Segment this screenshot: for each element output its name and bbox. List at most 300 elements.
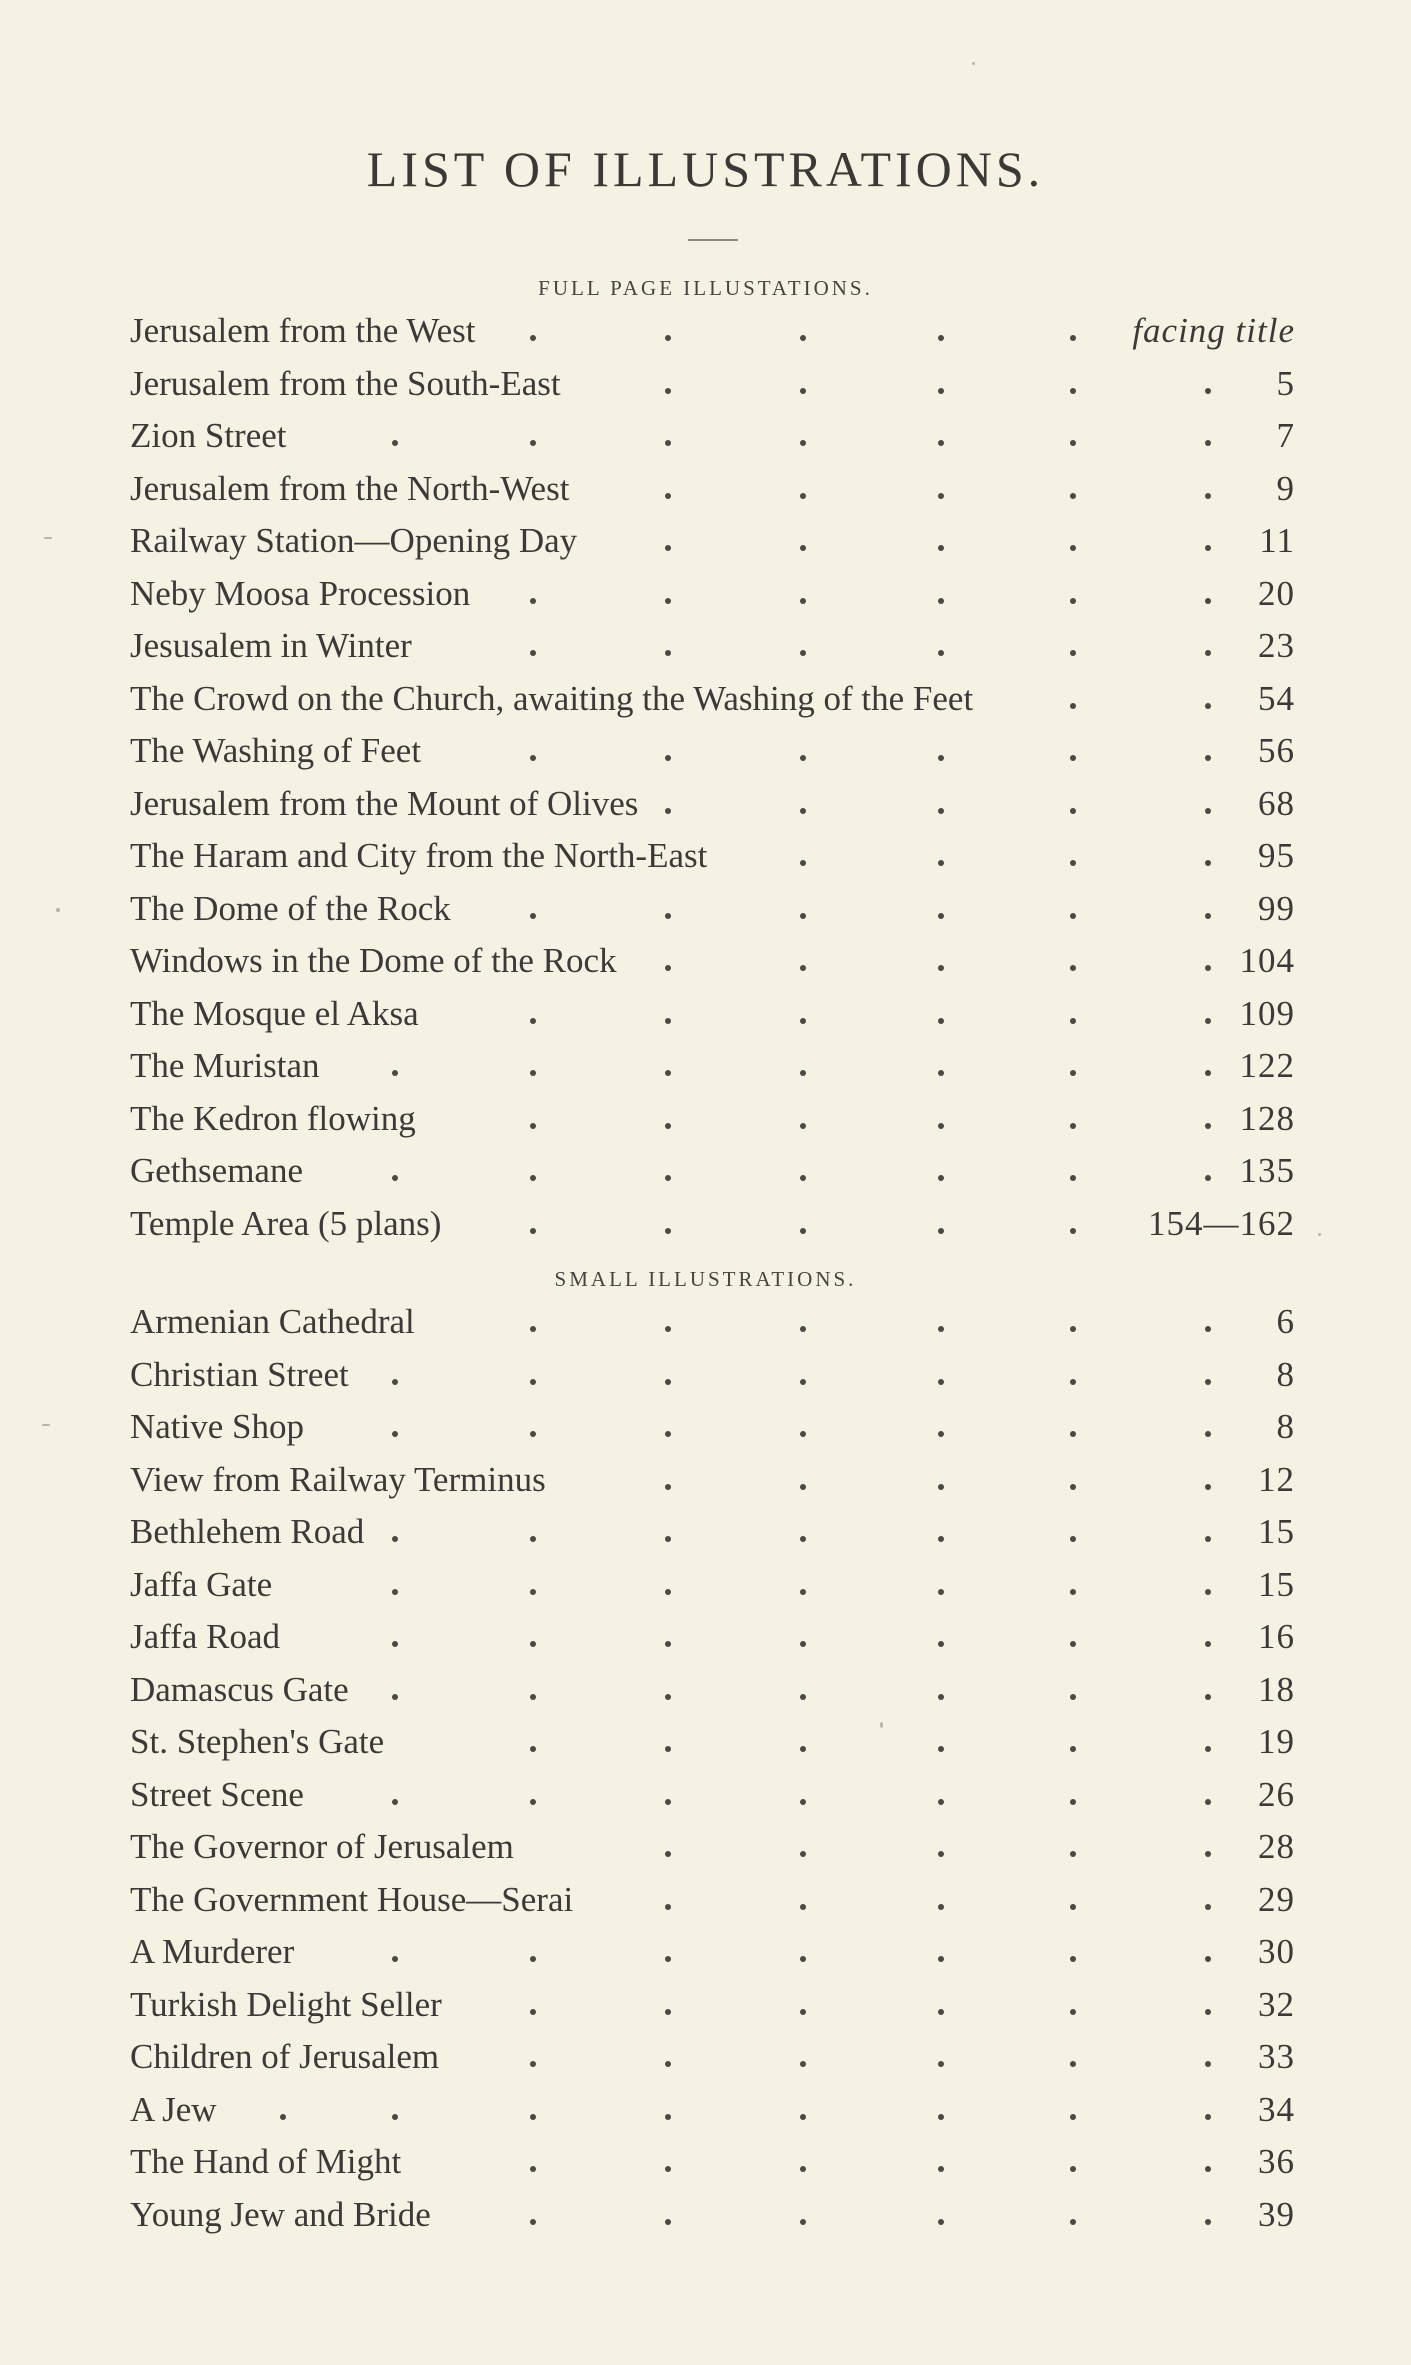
leader-dot: [1205, 545, 1211, 551]
leader-dot: [530, 2166, 536, 2172]
leader-dot: [1070, 1484, 1076, 1490]
dot-leaders: [130, 2031, 1295, 2083]
leader-dot: [530, 440, 536, 446]
toc-entry: [130, 1506, 1295, 1558]
leader-dot: [1070, 650, 1076, 656]
entry-title: Jaffa Gate: [130, 1564, 273, 1604]
toc-entry: [130, 673, 1295, 725]
leader-dot: [800, 965, 806, 971]
paper-speck: [972, 62, 975, 65]
leader-dot: [1205, 1904, 1211, 1910]
entry-title: The Muristan: [130, 1046, 320, 1085]
leader-dot: [530, 755, 536, 761]
leader-dot: [1070, 703, 1076, 709]
toc-entry: [130, 883, 1295, 935]
dot-leaders: [130, 2136, 1295, 2188]
leader-dot: [938, 755, 944, 761]
leader-dot: [1205, 1746, 1211, 1752]
leader-dot: [800, 1956, 806, 1962]
leader-dot: [1070, 1536, 1076, 1542]
dot-leaders: [130, 935, 1295, 987]
entry-title: Jerusalem from the North-West: [130, 468, 570, 508]
leader-dot: [800, 1799, 806, 1805]
entry-title: Christian Street: [130, 1354, 349, 1394]
leader-dot: [392, 1379, 398, 1385]
leader-dot: [1205, 388, 1211, 394]
leader-dot: [800, 1123, 806, 1129]
page-number: 6: [1276, 1302, 1295, 1341]
dot-leaders: [130, 358, 1295, 410]
entry-title: View from Railway Terminus: [130, 1459, 546, 1499]
dot-leaders: [130, 1506, 1295, 1558]
page-number: 8: [1276, 1354, 1295, 1394]
leader-dot: [800, 440, 806, 446]
page-number: 7: [1276, 416, 1295, 455]
leader-dot: [938, 440, 944, 446]
leader-dot: [1205, 493, 1211, 499]
paper-speck: [56, 908, 60, 912]
leader-dot: [1205, 913, 1211, 919]
leader-dot: [1070, 1694, 1076, 1700]
toc-entry: [130, 1145, 1295, 1197]
dot-leaders: [130, 568, 1295, 620]
leader-dot: [938, 1904, 944, 1910]
page-number: facing title: [1132, 311, 1295, 350]
title-rule: [688, 239, 738, 241]
paper-speck: [880, 1722, 883, 1728]
dot-leaders: [130, 1979, 1295, 2031]
leader-dot: [938, 388, 944, 394]
leader-dot: [1205, 1484, 1211, 1490]
page-number: 18: [1258, 1669, 1295, 1709]
leader-dot: [1205, 1799, 1211, 1805]
leader-dot: [665, 808, 671, 814]
leader-dot: [800, 2219, 806, 2225]
leader-dot: [1205, 703, 1211, 709]
leader-dot: [800, 2114, 806, 2120]
leader-dot: [1070, 860, 1076, 866]
leader-dot: [800, 860, 806, 866]
leader-dot: [800, 335, 806, 341]
leader-dot: [665, 1746, 671, 1752]
toc-entry: [130, 1198, 1295, 1250]
leader-dot: [1070, 1799, 1076, 1805]
leader-dot: [280, 2114, 286, 2120]
leader-dot: [938, 913, 944, 919]
leader-dot: [938, 2166, 944, 2172]
leader-dot: [938, 2061, 944, 2067]
dot-leaders: [130, 673, 1295, 725]
dot-leaders: [130, 1296, 1295, 1348]
leader-dot: [800, 388, 806, 394]
leader-dot: [1070, 2114, 1076, 2120]
page-number: 39: [1258, 2194, 1295, 2234]
dot-leaders: [130, 1926, 1295, 1978]
leader-dot: [800, 650, 806, 656]
dot-leaders: [130, 463, 1295, 515]
entry-title: The Kedron flowing: [130, 1098, 416, 1138]
dot-leaders: [130, 515, 1295, 567]
leader-dot: [1205, 755, 1211, 761]
leader-dot: [800, 1484, 806, 1490]
toc-entry: [130, 1769, 1295, 1821]
page-number: 8: [1276, 1407, 1295, 1446]
toc-entry: [130, 1664, 1295, 1716]
leader-dot: [938, 2009, 944, 2015]
leader-dot: [665, 1070, 671, 1076]
leader-dot: [1205, 808, 1211, 814]
leader-dot: [392, 1431, 398, 1437]
leader-dot: [530, 1694, 536, 1700]
page-number: 19: [1258, 1722, 1295, 1761]
leader-dot: [1070, 808, 1076, 814]
leader-dot: [938, 1694, 944, 1700]
leader-dot: [938, 808, 944, 814]
entry-title: Jesusalem in Winter: [130, 626, 412, 665]
entry-title: Young Jew and Bride: [130, 2194, 431, 2234]
leader-dot: [530, 1641, 536, 1647]
leader-dot: [1205, 1851, 1211, 1857]
page-number: 12: [1258, 1459, 1295, 1499]
entry-title: Jaffa Road: [130, 1617, 280, 1656]
leader-dot: [1205, 860, 1211, 866]
toc-entry: [130, 305, 1295, 357]
leader-dot: [1070, 1851, 1076, 1857]
page-number: 68: [1258, 783, 1295, 823]
entry-title: The Washing of Feet: [130, 731, 422, 770]
leader-dot: [392, 1589, 398, 1595]
toc-entry: [130, 725, 1295, 777]
dot-leaders: [130, 883, 1295, 935]
leader-dot: [530, 1536, 536, 1542]
entry-title: The Governor of Jerusalem: [130, 1827, 514, 1866]
leader-dot: [665, 1799, 671, 1805]
leader-dot: [665, 388, 671, 394]
leader-dot: [938, 1484, 944, 1490]
leader-dot: [1205, 1431, 1211, 1437]
entry-title: Windows in the Dome of the Rock: [130, 941, 617, 980]
dot-leaders: [130, 410, 1295, 462]
leader-dot: [800, 755, 806, 761]
dot-leaders: [130, 1821, 1295, 1873]
leader-dot: [938, 1175, 944, 1181]
page-number: 99: [1258, 888, 1295, 928]
leader-dot: [665, 2166, 671, 2172]
leader-dot: [665, 1123, 671, 1129]
leader-dot: [938, 1070, 944, 1076]
leader-dot: [665, 545, 671, 551]
leader-dot: [800, 2009, 806, 2015]
leader-dot: [665, 1536, 671, 1542]
entry-title: Jerusalem from the West: [130, 311, 476, 350]
entry-title: The Crowd on the Church, awaiting the Washing of the Feet: [130, 678, 974, 718]
leader-dot: [1205, 2061, 1211, 2067]
dot-leaders: [130, 2084, 1295, 2136]
leader-dot: [1205, 1694, 1211, 1700]
leader-dot: [800, 2166, 806, 2172]
entry-title: Street Scene: [130, 1774, 304, 1814]
entry-title: The Dome of the Rock: [130, 888, 451, 928]
leader-dot: [530, 1018, 536, 1024]
page-number: 15: [1258, 1564, 1295, 1604]
toc-entry: [130, 1454, 1295, 1506]
leader-dot: [1070, 1746, 1076, 1752]
paper-speck: [42, 1424, 50, 1426]
dot-leaders: [130, 1401, 1295, 1453]
leader-dot: [1205, 1956, 1211, 1962]
leader-dot: [1070, 335, 1076, 341]
leader-dot: [530, 650, 536, 656]
leader-dot: [1205, 2114, 1211, 2120]
leader-dot: [938, 493, 944, 499]
leader-dot: [800, 493, 806, 499]
leader-dot: [392, 440, 398, 446]
entry-title: The Mosque el Aksa: [130, 993, 419, 1033]
dot-leaders: [130, 1559, 1295, 1611]
leader-dot: [800, 1379, 806, 1385]
full-page-heading: FULL PAGE ILLUSTATIONS.: [538, 276, 873, 300]
leader-dot: [530, 1228, 536, 1234]
toc-entry: [130, 2189, 1295, 2241]
page-number: 95: [1258, 836, 1295, 875]
entry-title: The Haram and City from the North-East: [130, 836, 708, 875]
leader-dot: [530, 598, 536, 604]
page-number: 33: [1258, 2037, 1295, 2076]
entry-title: Railway Station—Opening Day: [130, 521, 578, 560]
dot-leaders: [130, 1664, 1295, 1716]
entry-title: Jerusalem from the Mount of Olives: [130, 783, 639, 823]
toc-entry: [130, 568, 1295, 620]
leader-dot: [1070, 1228, 1076, 1234]
entry-title: Temple Area (5 plans): [130, 1203, 442, 1243]
leader-dot: [800, 1746, 806, 1752]
leader-dot: [800, 1175, 806, 1181]
dot-leaders: [130, 1093, 1295, 1145]
leader-dot: [1070, 1326, 1076, 1332]
leader-dot: [665, 1641, 671, 1647]
leader-dot: [530, 1175, 536, 1181]
leader-dot: [1070, 1123, 1076, 1129]
page-number: 135: [1239, 1151, 1295, 1190]
page-number: 15: [1258, 1512, 1295, 1551]
leader-dot: [530, 1070, 536, 1076]
toc-entry: [130, 1821, 1295, 1873]
leader-dot: [665, 650, 671, 656]
leader-dot: [1070, 1589, 1076, 1595]
page-number: 34: [1258, 2089, 1295, 2129]
leader-dot: [938, 1956, 944, 1962]
leader-dot: [530, 1799, 536, 1805]
toc-entry: [130, 1611, 1295, 1663]
dot-leaders: [130, 1198, 1295, 1250]
entry-title: Bethlehem Road: [130, 1512, 365, 1551]
entry-title: Neby Moosa Procession: [130, 573, 471, 613]
leader-dot: [665, 1851, 671, 1857]
dot-leaders: [130, 830, 1295, 882]
leader-dot: [1205, 965, 1211, 971]
toc-entry: [130, 515, 1295, 567]
leader-dot: [938, 965, 944, 971]
entry-title: Armenian Cathedral: [130, 1302, 415, 1341]
page-number: 9: [1276, 468, 1295, 508]
leader-dot: [938, 1326, 944, 1332]
leader-dot: [530, 913, 536, 919]
leader-dot: [1070, 598, 1076, 604]
leader-dot: [800, 1070, 806, 1076]
leader-dot: [1070, 1379, 1076, 1385]
leader-dot: [665, 2009, 671, 2015]
leader-dot: [392, 1536, 398, 1542]
small-illustrations-heading: SMALL ILLUSTRATIONS.: [554, 1267, 857, 1291]
dot-leaders: [130, 1611, 1295, 1663]
leader-dot: [392, 1694, 398, 1700]
leader-dot: [1205, 1175, 1211, 1181]
leader-dot: [530, 1123, 536, 1129]
leader-dot: [1205, 1641, 1211, 1647]
toc-entry: [130, 2084, 1295, 2136]
leader-dot: [938, 1589, 944, 1595]
leader-dot: [800, 598, 806, 604]
leader-dot: [938, 1379, 944, 1385]
entry-title: A Murderer: [130, 1932, 295, 1971]
entry-title: Native Shop: [130, 1407, 305, 1446]
leader-dot: [800, 1851, 806, 1857]
leader-dot: [392, 1070, 398, 1076]
page-number: 20: [1258, 573, 1295, 613]
leader-dot: [530, 1379, 536, 1385]
entry-title: Gethsemane: [130, 1151, 303, 1190]
leader-dot: [530, 2114, 536, 2120]
leader-dot: [665, 440, 671, 446]
leader-dot: [800, 913, 806, 919]
leader-dot: [1070, 1641, 1076, 1647]
dot-leaders: [130, 620, 1295, 672]
leader-dot: [665, 1326, 671, 1332]
leader-dot: [800, 1536, 806, 1542]
leader-dot: [665, 1956, 671, 1962]
leader-dot: [530, 1431, 536, 1437]
leader-dot: [665, 1379, 671, 1385]
leader-dot: [530, 1326, 536, 1332]
paper-speck: [1318, 1233, 1321, 1236]
leader-dot: [1205, 598, 1211, 604]
leader-dot: [665, 598, 671, 604]
toc-entry: [130, 2031, 1295, 2083]
page-number: 29: [1258, 1879, 1295, 1919]
leader-dot: [392, 1956, 398, 1962]
page-number: 26: [1258, 1774, 1295, 1814]
leader-dot: [1205, 650, 1211, 656]
leader-dot: [1070, 2166, 1076, 2172]
page-number: 16: [1258, 1617, 1295, 1656]
page-number: 54: [1258, 678, 1295, 718]
leader-dot: [1070, 2061, 1076, 2067]
leader-dot: [1070, 493, 1076, 499]
leader-dot: [1205, 1379, 1211, 1385]
leader-dot: [665, 1431, 671, 1437]
leader-dot: [665, 1904, 671, 1910]
leader-dot: [530, 2061, 536, 2067]
leader-dot: [665, 1175, 671, 1181]
leader-dot: [1070, 965, 1076, 971]
leader-dot: [1070, 755, 1076, 761]
leader-dot: [800, 1694, 806, 1700]
page-number: 28: [1258, 1827, 1295, 1866]
toc-entry: [130, 1716, 1295, 1768]
dot-leaders: [130, 1769, 1295, 1821]
leader-dot: [938, 1536, 944, 1542]
page-number: 56: [1258, 731, 1295, 770]
dot-leaders: [130, 1874, 1295, 1926]
page-number: 5: [1276, 363, 1295, 403]
dot-leaders: [130, 1716, 1295, 1768]
paper-speck: [44, 537, 52, 539]
page-number: 154—162: [1148, 1203, 1295, 1243]
leader-dot: [1070, 1956, 1076, 1962]
leader-dot: [1205, 1018, 1211, 1024]
leader-dot: [392, 1641, 398, 1647]
leader-dot: [665, 1018, 671, 1024]
page-number: 122: [1239, 1046, 1295, 1085]
toc-entry: [130, 1093, 1295, 1145]
leader-dot: [938, 860, 944, 866]
toc-entry: [130, 1296, 1295, 1348]
leader-dot: [1070, 1904, 1076, 1910]
leader-dot: [938, 1746, 944, 1752]
leader-dot: [800, 1326, 806, 1332]
leader-dot: [800, 1589, 806, 1595]
leader-dot: [1070, 440, 1076, 446]
leader-dot: [665, 755, 671, 761]
leader-dot: [665, 493, 671, 499]
page-title: LIST OF ILLUSTRATIONS.: [366, 141, 1045, 197]
leader-dot: [1205, 2009, 1211, 2015]
dot-leaders: [130, 1349, 1295, 1401]
dot-leaders: [130, 1040, 1295, 1092]
leader-dot: [665, 2061, 671, 2067]
page-number: 104: [1239, 941, 1295, 980]
dot-leaders: [130, 778, 1295, 830]
toc-entry: [130, 778, 1295, 830]
leader-dot: [938, 1641, 944, 1647]
dot-leaders: [130, 988, 1295, 1040]
leader-dot: [665, 1589, 671, 1595]
leader-dot: [1070, 388, 1076, 394]
page-number: 36: [1258, 2142, 1295, 2181]
toc-entry: [130, 620, 1295, 672]
leader-dot: [800, 1431, 806, 1437]
leader-dot: [1205, 440, 1211, 446]
leader-dot: [530, 1956, 536, 1962]
leader-dot: [1070, 1175, 1076, 1181]
leader-dot: [1205, 1326, 1211, 1332]
toc-entry: [130, 463, 1295, 515]
leader-dot: [665, 2219, 671, 2225]
leader-dot: [530, 335, 536, 341]
toc-entry: [130, 358, 1295, 410]
dot-leaders: [130, 725, 1295, 777]
leader-dot: [665, 1228, 671, 1234]
leader-dot: [1205, 1589, 1211, 1595]
page-number: 128: [1239, 1098, 1295, 1138]
leader-dot: [800, 1018, 806, 1024]
leader-dot: [1070, 2219, 1076, 2225]
entry-title: The Hand of Might: [130, 2142, 402, 2181]
dot-leaders: [130, 2189, 1295, 2241]
leader-dot: [1205, 1070, 1211, 1076]
leader-dot: [392, 1799, 398, 1805]
leader-dot: [1205, 1123, 1211, 1129]
